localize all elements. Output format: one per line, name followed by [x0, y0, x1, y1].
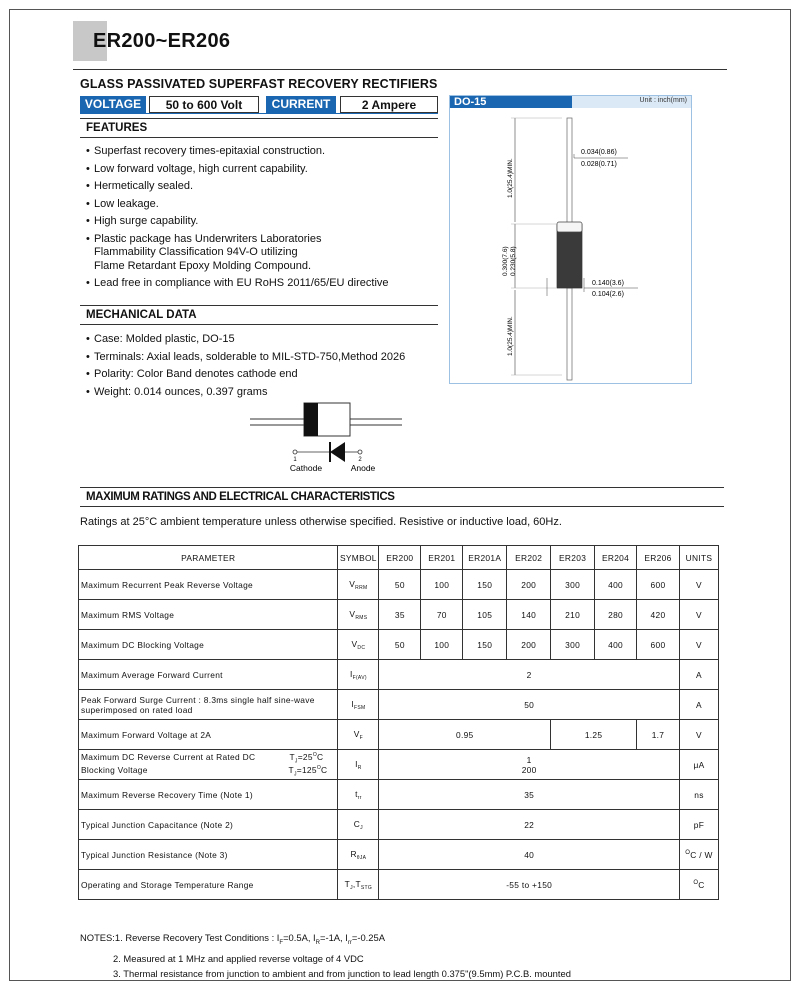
value-line: 200 — [521, 764, 537, 775]
unit-cell: A — [679, 690, 718, 720]
unit-degree: O — [693, 879, 699, 886]
cond-degree: O — [316, 764, 322, 771]
cond-unit: C — [321, 764, 328, 775]
title-divider — [73, 69, 727, 70]
symbol-cell — [338, 870, 379, 900]
value-cell: 0.95 — [379, 720, 551, 750]
param-cell: Maximum RMS Voltage — [79, 600, 338, 630]
value-cell: 50 — [379, 690, 680, 720]
symbol-sub: R — [357, 764, 362, 771]
param-line: Blocking Voltage — [81, 764, 148, 775]
lead-dia-max-label: 0.034(0.86) — [581, 149, 617, 156]
value-cell: 280 — [595, 600, 637, 630]
symbol-text: ,T — [352, 878, 361, 889]
table-row — [79, 780, 719, 810]
unit-cell: μA — [679, 750, 718, 780]
value-cell: 200 — [507, 570, 551, 600]
symbol-text: V — [351, 638, 358, 649]
symbol-text: R — [350, 848, 357, 859]
note-text: =-0.25A — [351, 932, 385, 943]
value-cell: 100 — [421, 630, 463, 660]
list-item: • Low forward voltage, high current capability. — [88, 163, 389, 177]
symbol-sub: θJA — [356, 854, 367, 861]
symbol-sub: FSM — [353, 704, 366, 711]
header-part: ER202 — [507, 546, 551, 570]
table-row — [79, 600, 719, 630]
symbol-sub: J — [360, 824, 363, 831]
product-subtitle: GLASS PASSIVATED SUPERFAST RECOVERY RECTIFIERS — [80, 77, 438, 91]
symbol-text: V — [349, 578, 356, 589]
value-cell: 420 — [637, 600, 680, 630]
features-heading-text: FEATURES — [86, 122, 148, 134]
page-title: ER200~ER206 — [93, 30, 231, 52]
diode-diagram — [240, 400, 410, 478]
symbol-cell — [338, 810, 379, 840]
value-cell: 140 — [507, 600, 551, 630]
note-1 — [80, 930, 571, 951]
header-part: ER201 — [421, 546, 463, 570]
mechanical-heading — [80, 305, 438, 325]
cond-sub: J — [294, 758, 298, 765]
ratings-heading — [80, 487, 724, 507]
package-unit: Unit : inch(mm) — [639, 97, 687, 104]
param-cell — [79, 750, 338, 780]
value-cell: 400 — [595, 630, 637, 660]
mechanical-list — [88, 333, 405, 403]
symbol-sub: J — [350, 884, 353, 891]
symbol-cell — [338, 690, 379, 720]
lead-dia-min-label: 0.028(0.71) — [581, 161, 617, 168]
note-3: 3. Thermal resistance from junction to ambient and from junction to lead length 0.375"(9.5mm) P.C.B. mounted — [113, 967, 571, 979]
table-row — [79, 810, 719, 840]
list-item: • Low leakage. — [88, 198, 389, 212]
symbol-cell — [338, 570, 379, 600]
param-cell: Typical Junction Capacitance (Note 2) — [79, 810, 338, 840]
unit-cell: V — [679, 570, 718, 600]
value-cell: -55 to +150 — [379, 870, 680, 900]
unit-text: C / W — [690, 849, 713, 860]
note-sub: R — [315, 939, 320, 946]
symbol-cell — [338, 660, 379, 690]
param-cell: Maximum Reverse Recovery Time (Note 1) — [79, 780, 338, 810]
symbol-cell — [338, 630, 379, 660]
body-dia-max-label: 0.140(3.6) — [592, 280, 624, 287]
body-length-max-label: 0.300(7.6) — [502, 246, 509, 276]
value-line: 1 — [526, 754, 532, 765]
lead-length-bottom-label: 1.0(25.4)MIN. — [507, 316, 514, 356]
value-cell: 70 — [421, 600, 463, 630]
list-item: • Weight: 0.014 ounces, 0.397 grams — [88, 386, 405, 400]
value-cell: 100 — [421, 570, 463, 600]
value-cell: 300 — [551, 630, 595, 660]
list-item: • Case: Molded plastic, DO-15 — [88, 333, 405, 347]
value-cell: 40 — [379, 840, 680, 870]
mechanical-heading-text: MECHANICAL DATA — [86, 309, 197, 321]
symbol-sub: STG — [360, 884, 373, 891]
table-row — [79, 870, 719, 900]
ratings-heading-text: MAXIMUM RATINGS AND ELECTRICAL CHARACTERISTICS — [86, 491, 395, 503]
condition-text — [289, 765, 328, 778]
list-item: • High surge capability. — [88, 215, 389, 229]
cond-value: =25 — [297, 751, 313, 762]
body-dia-min-label: 0.104(2.6) — [592, 291, 624, 298]
table-row — [79, 660, 719, 690]
diode-symbol — [293, 442, 362, 462]
list-item — [88, 233, 389, 274]
note-sub: rr — [347, 939, 352, 946]
symbol-sub: F(AV) — [352, 674, 367, 681]
header-part: ER204 — [595, 546, 637, 570]
header-parameter: PARAMETER — [79, 546, 338, 570]
unit-cell: pF — [679, 810, 718, 840]
unit-cell — [679, 870, 718, 900]
spec-divider — [80, 113, 438, 114]
param-line: Peak Forward Surge Current : 8.3ms single half sine-wave — [81, 694, 315, 705]
note-text: =0.5A, I — [283, 932, 316, 943]
ratings-note: Ratings at 25°C ambient temperature unless otherwise specified. Resistive or inductive load, 60Hz. — [80, 516, 562, 528]
value-cell: 2 — [379, 660, 680, 690]
header-part: ER200 — [379, 546, 421, 570]
param-cell: Maximum Recurrent Peak Reverse Voltage — [79, 570, 338, 600]
cond-sym: T — [289, 751, 295, 762]
pin1-label: 1 — [293, 457, 297, 463]
list-item: • Polarity: Color Band denotes cathode end — [88, 368, 405, 382]
unit-cell: ns — [679, 780, 718, 810]
anode-label: Anode — [350, 463, 376, 473]
cond-unit: C — [317, 751, 324, 762]
symbol-text: I — [351, 698, 354, 709]
unit-cell: V — [679, 600, 718, 630]
package-name: DO-15 — [450, 96, 572, 108]
notes — [80, 930, 571, 981]
symbol-text: t — [355, 788, 358, 799]
list-item-line: • Plastic package has Underwriters Laboratories — [94, 232, 322, 245]
note-text: =-1A, I — [319, 932, 348, 943]
ratings-table — [78, 545, 719, 900]
value-cell: 50 — [379, 630, 421, 660]
header-part: ER201A — [463, 546, 507, 570]
unit-cell: V — [679, 630, 718, 660]
cond-value: =125 — [296, 764, 317, 775]
unit-cell: A — [679, 660, 718, 690]
value-cell: 50 — [379, 570, 421, 600]
list-item-line: Flame Retardant Epoxy Molding Compound. — [94, 259, 312, 272]
value-cell: 22 — [379, 810, 680, 840]
value-cell: 1.7 — [637, 720, 680, 750]
symbol-text: I — [355, 758, 358, 769]
pin2-label: 2 — [358, 457, 362, 463]
table-row — [79, 750, 719, 780]
value-cell: 150 — [463, 630, 507, 660]
cond-degree: O — [312, 752, 318, 759]
param-cell: Operating and Storage Temperature Range — [79, 870, 338, 900]
list-item-line: Flammability Classification 94V-O utilizing — [94, 246, 298, 258]
header-part: ER203 — [551, 546, 595, 570]
param-cell: Maximum Average Forward Current — [79, 660, 338, 690]
header-units: UNITS — [679, 546, 718, 570]
list-item: • Terminals: Axial leads, solderable to MIL-STD-750,Method 2026 — [88, 351, 405, 365]
table-row — [79, 690, 719, 720]
lead-length-top-label: 1.0(25.4)MIN. — [507, 158, 514, 198]
symbol-text: V — [353, 728, 360, 739]
features-heading — [80, 118, 438, 138]
symbol-sub: RMS — [355, 614, 368, 621]
list-item: • Hermetically sealed. — [88, 180, 389, 194]
symbol-cell — [338, 600, 379, 630]
header-part: ER206 — [637, 546, 680, 570]
voltage-label: VOLTAGE — [80, 96, 146, 113]
note-sub: F — [279, 939, 284, 946]
symbol-sub: RRM — [355, 584, 368, 591]
table-row — [79, 840, 719, 870]
current-value: 2 Ampere — [340, 96, 438, 113]
symbol-cell — [338, 780, 379, 810]
cond-sub: J — [293, 771, 297, 778]
param-line: superimposed on rated load — [81, 704, 193, 715]
symbol-sub: F — [359, 734, 363, 741]
symbol-text: T — [344, 878, 351, 889]
value-cell: 600 — [637, 570, 680, 600]
table-header-row — [79, 546, 719, 570]
voltage-value: 50 to 600 Volt — [149, 96, 259, 113]
header-symbol: SYMBOL — [338, 546, 379, 570]
note-text: NOTES:1. Reverse Recovery Test Conditions : I — [80, 932, 280, 943]
current-label: CURRENT — [266, 96, 336, 113]
param-cell: Maximum Forward Voltage at 2A — [79, 720, 338, 750]
value-cell: 150 — [463, 570, 507, 600]
note-2: 2. Measured at 1 MHz and applied reverse voltage of 4 VDC — [113, 952, 364, 964]
value-cell: 105 — [463, 600, 507, 630]
value-cell: 35 — [379, 600, 421, 630]
value-cell — [379, 750, 680, 780]
symbol-cell — [338, 750, 379, 780]
value-cell: 1.25 — [551, 720, 637, 750]
package-outline-drawing — [450, 110, 691, 383]
value-cell: 210 — [551, 600, 595, 630]
list-item: • Lead free in compliance with EU RoHS 2011/65/EU directive — [88, 277, 389, 291]
table-row — [79, 720, 719, 750]
unit-text: C — [698, 879, 705, 890]
value-cell: 300 — [551, 570, 595, 600]
symbol-cell — [338, 720, 379, 750]
cond-sym: T — [288, 764, 294, 775]
symbol-text: C — [353, 818, 361, 829]
body-length-min-label: 0.230(5.8) — [510, 246, 517, 276]
value-cell: 35 — [379, 780, 680, 810]
value-cell: 600 — [637, 630, 680, 660]
unit-cell: V — [679, 720, 718, 750]
unit-degree: O — [685, 849, 691, 856]
condition-text — [289, 752, 323, 765]
package-panel — [449, 95, 692, 384]
param-cell — [79, 690, 338, 720]
table-row — [79, 630, 719, 660]
symbol-text: V — [349, 608, 356, 619]
cathode-label: Cathode — [289, 463, 323, 473]
symbol-sub: rr — [357, 794, 362, 801]
features-list — [88, 145, 389, 295]
symbol-sub: DC — [357, 644, 366, 651]
symbol-cell — [338, 840, 379, 870]
param-line: Maximum DC Reverse Current at Rated DC — [81, 751, 256, 762]
value-cell: 400 — [595, 570, 637, 600]
table-row — [79, 570, 719, 600]
param-cell: Maximum DC Blocking Voltage — [79, 630, 338, 660]
symbol-text: I — [349, 668, 353, 679]
value-cell: 200 — [507, 630, 551, 660]
param-cell: Typical Junction Resistance (Note 3) — [79, 840, 338, 870]
list-item: • Superfast recovery times-epitaxial construction. — [88, 145, 389, 159]
unit-cell — [679, 840, 718, 870]
